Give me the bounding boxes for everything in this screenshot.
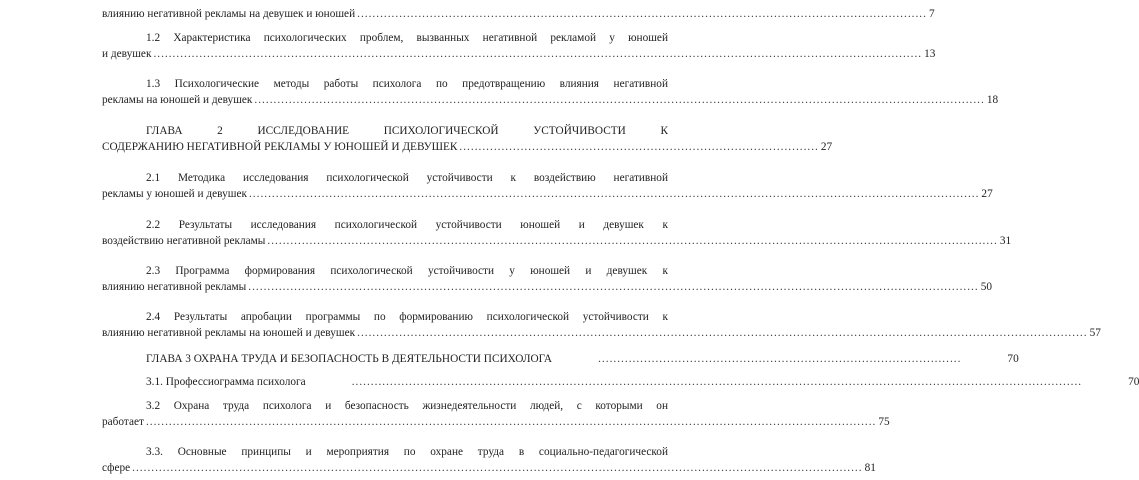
toc-entry[interactable]: [102, 217, 1012, 249]
dot-leader: ...............................................................................................................................................................................................: [248, 281, 979, 293]
toc-page-number: 81: [864, 462, 876, 474]
toc-entry-text: 2.3 Программа формирования психологической устойчивости у юношей и девушек к: [146, 265, 668, 277]
dot-leader: .....................................................................................................................................................: [357, 8, 927, 20]
toc-entry-text: СОДЕРЖАНИЮ НЕГАТИВНОЙ РЕКЛАМЫ У ЮНОШЕЙ И ДЕВУШЕК: [102, 141, 458, 153]
dot-leader: ..............................................................................................: [459, 141, 819, 153]
toc-entry-text: влиянию негативной рекламы на юношей и девушек: [102, 327, 356, 339]
dot-leader: ...............................................................................................................................................................................................: [248, 188, 980, 200]
dot-leader: ...............................................................................................................................................................................................: [351, 376, 1083, 388]
toc-entry-text: 1.3 Психологические методы работы психолога по предотвращению влияния негативной: [146, 78, 668, 90]
toc-entry-text: 2.2 Результаты исследования психологической устойчивости юношей и девушек к: [146, 219, 668, 231]
toc-entry-text: и девушек: [102, 48, 152, 60]
toc-entry[interactable]: [102, 374, 1139, 390]
toc-page-number: 27: [981, 188, 993, 200]
toc-entry-text: сфере: [102, 462, 131, 474]
toc-page-number: 70: [1128, 376, 1139, 388]
toc-entry[interactable]: [102, 30, 936, 62]
toc-entry-text: влиянию негативной рекламы на девушек и юношей: [102, 8, 356, 20]
toc-entry-text: рекламы у юношей и девушек: [102, 188, 247, 200]
toc-page-number: 27: [820, 141, 833, 153]
toc-entry[interactable]: [102, 398, 890, 430]
toc-entry-text: работает: [102, 416, 144, 428]
dot-leader: ...............................................................................................: [598, 353, 962, 365]
toc-entry[interactable]: [102, 170, 993, 202]
toc-entry-text: влиянию негативной рекламы: [102, 281, 247, 293]
toc-entry[interactable]: [102, 6, 935, 22]
toc-page-number: 50: [980, 281, 992, 293]
toc-page-number: 70: [1007, 353, 1019, 365]
toc-entry[interactable]: [102, 76, 999, 108]
toc-entry-text: воздействию негативной рекламы: [102, 235, 266, 247]
toc-entry-text: рекламы на юношей и девушек: [102, 94, 253, 106]
toc-entry-text: 2.1 Методика исследования психологической устойчивости к воздействию негативной: [146, 172, 668, 184]
dot-leader: ...............................................................................................................................................................................................: [132, 462, 863, 474]
toc-entry-text: 1.2 Характеристика психологических проблем, вызванных негативной рекламой у юношей: [146, 32, 668, 44]
toc-page-number: 13: [924, 48, 936, 60]
toc-entry-text: 3.2 Охрана труда психолога и безопасность жизнедеятельности людей, с которыми он: [146, 400, 668, 412]
toc-page-number: 31: [999, 235, 1012, 247]
toc-entry[interactable]: [102, 309, 1101, 341]
dot-leader: .........................................................................................................................................................................................................: [153, 48, 923, 60]
toc-entry-text: ГЛАВА 2 ИССЛЕДОВАНИЕ ПСИХОЛОГИЧЕСКОЙ УСТОЙЧИВОСТИ К: [146, 125, 668, 137]
dot-leader: ...............................................................................................................................................................................................: [357, 327, 1088, 339]
toc-chapter-entry[interactable]: [102, 351, 1019, 367]
toc-entry-text: ГЛАВА 3 ОХРАНА ТРУДА И БЕЗОПАСНОСТЬ В ДЕЯТЕЛЬНОСТИ ПСИХОЛОГА: [146, 353, 553, 365]
toc-entry[interactable]: [102, 444, 876, 476]
toc-page-number: 75: [878, 416, 890, 428]
toc-page-number: 18: [986, 94, 999, 106]
toc-page-number: 7: [928, 8, 935, 20]
toc-entry[interactable]: [102, 263, 992, 295]
dot-leader: ...............................................................................................................................................................................................: [267, 235, 998, 247]
dot-leader: ...............................................................................................................................................................................................: [145, 416, 877, 428]
dot-leader: ...............................................................................................................................................................................................: [254, 94, 985, 106]
toc-page-number: 57: [1089, 327, 1101, 339]
toc-entry-text: 2.4 Результаты апробации программы по формированию психологической устойчивости к: [146, 311, 668, 323]
toc-entry-text: 3.1. Профессиограмма психолога: [146, 376, 306, 388]
toc-entry-text: 3.3. Основные принципы и мероприятия по охране труда в социально-педагогической: [146, 446, 668, 458]
toc-chapter-entry[interactable]: [102, 123, 833, 155]
